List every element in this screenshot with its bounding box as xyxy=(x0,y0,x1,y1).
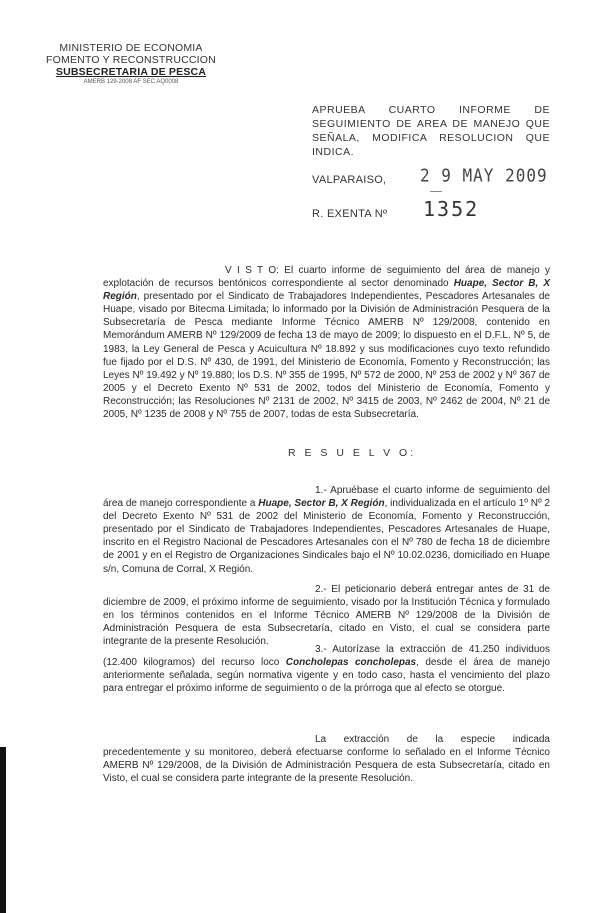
subsecretaria-name: SUBSECRETARIA DE PESCA xyxy=(55,66,207,78)
p3-species: Concholepas concholepas xyxy=(285,657,417,669)
resolution-summary xyxy=(312,103,550,159)
resuelvo-paragraph-3 xyxy=(103,643,550,695)
summary-line-1: APRUEBA CUARTO INFORME DE xyxy=(312,104,550,116)
ministry-line-2: FOMENTO Y RECONSTRUCCION xyxy=(46,54,216,66)
visto-sector: Huape, Sector B, X Región xyxy=(103,278,550,303)
resuelvo-paragraph-1 xyxy=(103,484,550,576)
summary-line-2: SEGUIMIENTO DE AREA DE MANEJO QUE xyxy=(312,118,550,130)
p4-text: La extracción de la especie indicada precedentemente y su monitoreo, deberá efectuarse conforme lo señalado en el Informe Técnico AMERB Nº 129/2008, de la División de Administración Pesquera de esta Subsecretaría, citado en Visto, el cual se considera parte integrante de la presente Resolución. xyxy=(103,734,550,785)
resuelvo-paragraph-2 xyxy=(103,583,550,648)
letterhead xyxy=(46,42,216,86)
visto-paragraph xyxy=(103,264,550,421)
p3-text-before: 3.- Autorízase la extracción de 41.250 individuos (12.400 kilogramos) del recurso loco xyxy=(103,644,550,669)
resuelvo-heading: R E S U E L V O: xyxy=(288,447,417,459)
p3-text-after: , desde el área de manejo anteriormente señalada, según normativa vigente y en todo caso, hasta el vencimiento del plazo para entregar el próximo informe de seguimiento o de la prórroga que al efecto se otorgue. xyxy=(103,657,550,695)
p1-text-after: , individualizada en el artículo 1º Nº 2 del Decreto Exento Nº 531 de 2002 del Ministerio de Economía, Fomento y Reconstrucción, presentado por el Sindicato de Trabajadores Independientes, Pescadores Artesanales de Huape, inscrito en el Registro Nacional de Pescadores Artesanales con el Nº 780 de fecha 18 de diciembre de 2001 y en el Registro de Organizaciones Sindicales bajo el Nº 10.02.0236, domiciliado en Huape s/n, Comuna de Corral, X Región. xyxy=(103,498,550,575)
summary-line-3: SEÑALA, MODIFICA RESOLUCION QUE xyxy=(312,132,550,144)
scan-margin-bar xyxy=(0,747,6,913)
summary-line-4: INDICA. xyxy=(312,146,355,158)
p1-text-before: 1.- Apruébase el cuarto informe de seguimiento del área de manejo correspondiente a xyxy=(103,485,550,510)
visto-text-before: V I S T O: El cuarto informe de seguimiento del área de manejo y explotación de recursos bentónicos correspondiente al sector denominado xyxy=(103,265,550,290)
exenta-number: 1352 xyxy=(423,197,480,221)
p1-sector: Huape, Sector B, X Región xyxy=(258,498,385,510)
ministry-line-1: MINISTERIO DE ECONOMIA xyxy=(59,42,203,54)
visto-text-after: , presentado por el Sindicato de Trabajadores Independientes, Pescadores Artesanales de Huape, visado por Bitecma Limitada; lo informado por la División de Administración Pesquera de la Subsecretaría de Pesca mediante Informe Técnico AMERB Nº 129/2008, contenido en Memorándum AMERB Nº 129/2009 de fecha 13 de mayo de 2009; lo dispuesto en el D.F.L. Nº 5, de 1983, la Ley General de Pesca y Acuicultura Nº 18.892 y sus modificaciones cuyo texto refundido fue fijado por el D.S. Nº 430, de 1991, del Ministerio de Economía, Fomento y Reconstrucción; las Leyes Nº 19.492 y Nº 19.880; los D.S. Nº 355 de 1995, Nº 572 de 2000, Nº 253 de 2002 y Nº 367 de 2005 y el Decreto Exento Nº 531 de 2002, todos del Ministerio de Economía, Fomento y Reconstrucción; las Resoluciones Nº 2131 de 2002, Nº 3415 de 2003, Nº 2462 de 2004, Nº 21 de 2005, Nº 1235 de 2008 y Nº 755 de 2007, todas de esta Subsecretaría. xyxy=(103,291,550,421)
reference-code: AMERB 129-2008 AF SEC AQ0008 xyxy=(83,79,179,85)
handwritten-mark xyxy=(430,191,442,192)
p2-text: 2.- El peticionario deberá entregar antes de 31 de diciembre de 2009, el próximo informe de seguimiento, visado por la Institución Técnica y formulado en los términos contenidos en el Informe Técnico AMERB Nº 129/2008 de la División de Administración Pesquera de esta Subsecretaría, citado en Visto, el cual se considera parte integrante de la presente Resolución. xyxy=(103,584,550,648)
date-stamp: 2 9 MAY 2009 xyxy=(420,165,548,186)
place-label: VALPARAISO, xyxy=(312,174,387,186)
exenta-label: R. EXENTA Nº xyxy=(312,208,388,220)
resuelvo-paragraph-4 xyxy=(103,733,550,785)
